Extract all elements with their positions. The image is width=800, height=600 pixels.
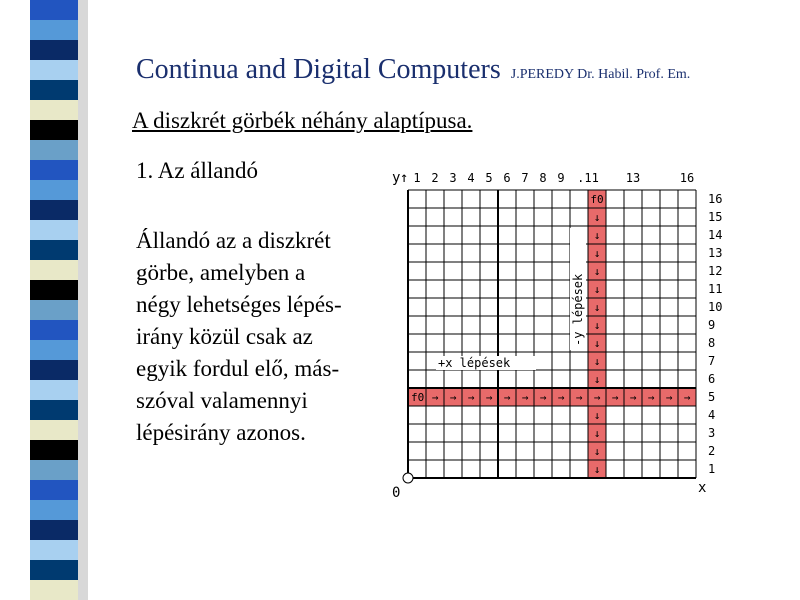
- column-label: 1: [413, 171, 421, 185]
- x-steps-label: +x lépések: [438, 356, 511, 370]
- paragraph-line: négy lehetséges lépés-: [136, 292, 342, 317]
- step-arrow-down: ↓: [593, 319, 601, 332]
- paragraph-line: szóval valamennyi: [136, 388, 308, 413]
- stripe-segment: [30, 440, 78, 460]
- step-arrow-down: ↓: [593, 427, 601, 440]
- column-label: .11: [577, 171, 599, 185]
- stripe-segment: [30, 400, 78, 420]
- stripe-segment: [30, 0, 78, 20]
- stripe-segment: [30, 380, 78, 400]
- row-label: 13: [708, 246, 723, 260]
- step-arrow-down: ↓: [593, 283, 601, 296]
- origin-marker: [403, 473, 413, 483]
- stripe-segment: [30, 40, 78, 60]
- stripe-segment: [30, 340, 78, 360]
- stripe-segment: [30, 280, 78, 300]
- step-arrow-right: →: [539, 391, 547, 404]
- author-credit: J.PEREDY Dr. Habil. Prof. Em.: [510, 67, 691, 82]
- stripe-segment: [30, 460, 78, 480]
- stripe-segment: [30, 160, 78, 180]
- stripe-segment: [30, 120, 78, 140]
- step-arrow-right: →: [557, 391, 565, 404]
- stripe-segment: [30, 320, 78, 340]
- paragraph-line: egyik fordul elő, más-: [136, 356, 340, 381]
- y-axis-label: y: [392, 170, 401, 186]
- stripe-segment: [30, 140, 78, 160]
- step-arrow-down: ↓: [593, 463, 601, 476]
- step-arrow-down: ↓: [593, 409, 601, 422]
- stripe-segment: [30, 420, 78, 440]
- paragraph-line: görbe, amelyben a: [136, 260, 306, 285]
- step-arrow-right: →: [485, 391, 493, 404]
- row-label: 11: [708, 282, 723, 296]
- paragraph-line: Állandó az a diszkrét: [136, 228, 331, 253]
- step-arrow-down: ↓: [593, 301, 601, 314]
- origin-label: 0: [392, 485, 401, 498]
- step-arrow-down: ↓: [593, 373, 601, 386]
- row-label: 16: [708, 192, 723, 206]
- stripe-segment: [30, 220, 78, 240]
- column-label: 13: [625, 171, 641, 185]
- row-label: 15: [708, 210, 723, 224]
- step-arrow-right: →: [647, 391, 655, 404]
- stripe-shadow: [78, 0, 88, 600]
- column-label: 6: [503, 171, 511, 185]
- row-label: 1: [708, 462, 716, 476]
- column-label: 2: [431, 171, 439, 185]
- discrete-curve-grid-diagram: [386, 158, 756, 498]
- step-arrow-right: →: [431, 391, 439, 404]
- paragraph-line: lépésirány azonos.: [136, 420, 306, 445]
- slide-subtitle: A diszkrét görbék néhány alaptípusa.: [132, 108, 473, 133]
- step-arrow-down: ↓: [593, 337, 601, 350]
- row-label: 2: [708, 444, 716, 458]
- step-arrow-right: →: [665, 391, 673, 404]
- step-arrow-right: →: [611, 391, 619, 404]
- step-arrow-down: ↓: [593, 265, 601, 278]
- stripe-segment: [30, 360, 78, 380]
- y-steps-label: -y lépések: [571, 273, 585, 346]
- stripe-segment: [30, 60, 78, 80]
- row-label: 6: [708, 372, 716, 386]
- stripe-segment: [30, 540, 78, 560]
- step-arrow-right: →: [449, 391, 457, 404]
- row-label: 3: [708, 426, 716, 440]
- row-label: 9: [708, 318, 716, 332]
- paragraph-line: irány közül csak az: [136, 324, 313, 349]
- column-label: 5: [485, 171, 493, 185]
- x-axis-label: x: [698, 480, 707, 496]
- row-label: 5: [708, 390, 716, 404]
- stripe-segment: [30, 580, 78, 600]
- stripe-segment: [30, 80, 78, 100]
- step-arrow-down: ↓: [593, 211, 601, 224]
- row-label: 8: [708, 336, 716, 350]
- stripe-segment: [30, 240, 78, 260]
- section-heading: 1. Az állandó: [136, 158, 258, 183]
- step-arrow-right: →: [503, 391, 511, 404]
- step-arrow-right: →: [593, 391, 601, 404]
- stripe-segment: [30, 500, 78, 520]
- stripe-segment: [30, 480, 78, 500]
- stripe-segment: [30, 560, 78, 580]
- stripe-segment: [30, 20, 78, 40]
- step-arrow-right: →: [575, 391, 583, 404]
- step-arrow-right: →: [521, 391, 529, 404]
- start-label-y: f0: [590, 193, 604, 206]
- row-label: 14: [708, 228, 723, 242]
- row-label: 10: [708, 300, 723, 314]
- row-label: 12: [708, 264, 723, 278]
- stripe-segment: [30, 300, 78, 320]
- column-label: 16: [679, 171, 695, 185]
- stripe-segment: [30, 260, 78, 280]
- decorative-stripe: [0, 0, 100, 600]
- stripe-segment: [30, 100, 78, 120]
- step-arrow-down: ↓: [593, 355, 601, 368]
- column-label: 3: [449, 171, 457, 185]
- description-paragraph: [136, 225, 381, 449]
- step-arrow-right: →: [467, 391, 475, 404]
- stripe-segment: [30, 520, 78, 540]
- slide-title: [136, 54, 690, 86]
- step-arrow-right: →: [629, 391, 637, 404]
- column-label: 9: [557, 171, 565, 185]
- step-arrow-down: ↓: [593, 229, 601, 242]
- title-main: Continua and Digital Computers: [136, 54, 501, 85]
- column-label: 4: [467, 171, 475, 185]
- y-axis-arrow-icon: ↑: [400, 170, 409, 186]
- step-arrow-right: →: [683, 391, 691, 404]
- column-label: 7: [521, 171, 529, 185]
- row-label: 4: [708, 408, 716, 422]
- column-label: 8: [539, 171, 547, 185]
- start-label-x: f0: [411, 391, 425, 404]
- step-arrow-down: ↓: [593, 445, 601, 458]
- stripe-segment: [30, 180, 78, 200]
- row-label: 7: [708, 354, 716, 368]
- stripe-segment: [30, 200, 78, 220]
- step-arrow-down: ↓: [593, 247, 601, 260]
